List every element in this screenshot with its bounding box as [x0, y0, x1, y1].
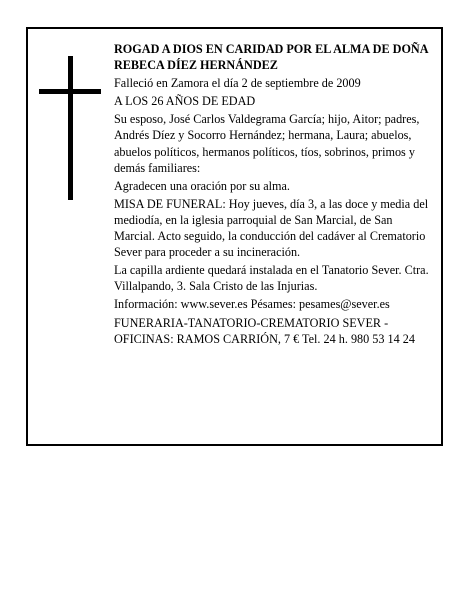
obituary-notice: [26, 27, 443, 446]
prayer-line: Agradecen una oración por su alma.: [114, 178, 290, 193]
company-paragraph: FUNERARIA-TANATORIO-CREMATORIO SEVER - OFICINAS: RAMOS CARRIÓN, 7 € Tel. 24 h. 980 53 14 24: [114, 315, 415, 346]
obituary-title: ROGAD A DIOS EN CARIDAD POR EL ALMA DE DOÑA REBECA DÍEZ HERNÁNDEZ: [114, 42, 428, 73]
obituary-text: [114, 41, 436, 349]
family-paragraph: Su esposo, José Carlos Valdegrama García; hijo, Aitor; padres, Andrés Díez y Socorro Hernández; hermana, Laura; abuelos, abuelos políticos, hermanos políticos, tíos, sobrinos, primos y demás familiares:: [114, 112, 420, 175]
death-line: Falleció en Zamora el día 2 de septiembre de 2009: [114, 76, 361, 91]
chapel-paragraph: La capilla ardiente quedará instalada en el Tanatorio Sever. Ctra. Villalpando, 3. Sala Cristo de las Injurias.: [114, 263, 429, 294]
age-line: A LOS 26 AÑOS DE EDAD: [114, 94, 256, 109]
funeral-paragraph: MISA DE FUNERAL: Hoy jueves, día 3, a las doce y media del mediodía, en la iglesia parroquial de San Marcial, de San Marcial. Acto seguido, la conducción del cadáver al Crematorio Sever para proceder a su incineración.: [114, 196, 429, 260]
cross-icon-horizontal: [39, 89, 101, 94]
cross-icon-vertical: [68, 56, 73, 200]
info-paragraph: Información: www.sever.es Pésames: pesames@sever.es: [114, 297, 390, 312]
